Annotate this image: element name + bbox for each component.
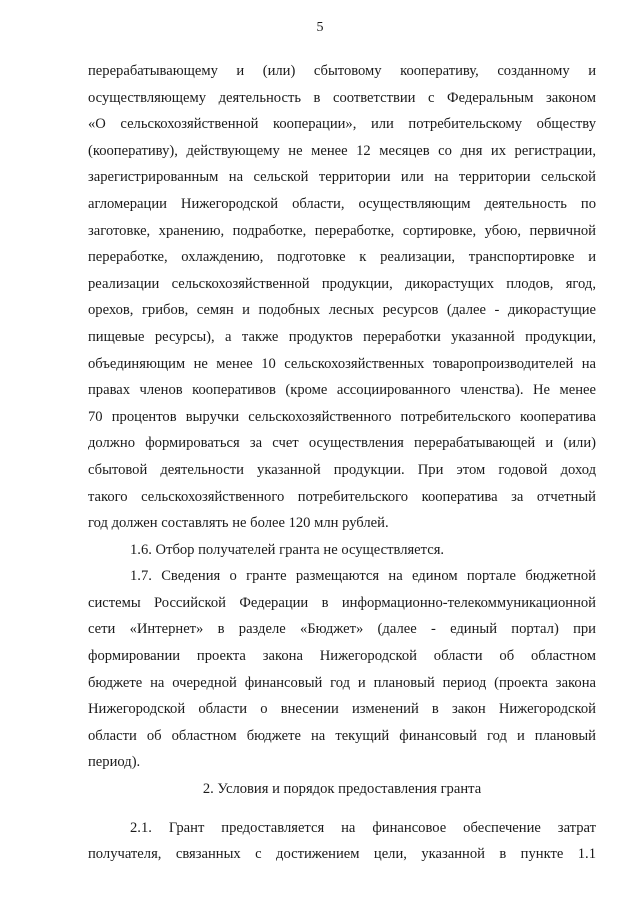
- text-line: сети «Интернет» в разделе «Бюджет» (далее - единый портал) при: [88, 621, 596, 638]
- text-line: заготовке, хранению, подработке, переработке, сортировке, убою, первичной: [88, 222, 596, 239]
- paragraph-1-6: [88, 537, 596, 564]
- paragraph-cooperative-definition: [88, 58, 596, 537]
- text-line: системы Российской Федерации в информационно-телекоммуникационной: [88, 594, 596, 611]
- paragraph-2-1: [88, 815, 596, 868]
- text-line: орехов, грибов, семян и подобных лесных ресурсов (далее - дикорастущие: [88, 302, 596, 319]
- text-line: «О сельскохозяйственной кооперации», или потребительскому обществу: [88, 116, 596, 133]
- text-line: год должен составлять не более 120 млн рублей.: [88, 515, 389, 532]
- text-line: реализации сельскохозяйственной продукции, дикорастущих плодов, ягод,: [88, 275, 596, 292]
- text-line: такого сельскохозяйственного потребительского кооператива за отчетный: [88, 488, 596, 505]
- text-line: 1.6. Отбор получателей гранта не осуществляется.: [130, 541, 445, 558]
- paragraph-1-7: [88, 563, 596, 776]
- text-line: области об областном бюджете на текущий финансовый год и плановый: [88, 727, 596, 744]
- text-line: осуществляющему деятельность в соответствии с Федеральным законом: [88, 89, 596, 106]
- text-line: зарегистрированным на сельской территории или на территории сельской: [88, 169, 596, 186]
- text-line: перерабатывающему и (или) сбытовому кооперативу, созданному и: [88, 63, 596, 79]
- text-line: 70 процентов выручки сельскохозяйственного потребительского кооператива: [88, 408, 596, 425]
- text-line: сбытовой деятельности указанной продукции. При этом годовой доход: [88, 461, 596, 478]
- text-line: пищевые ресурсы), а также продуктов переработки указанной продукции,: [88, 328, 596, 345]
- text-line: правах членов кооперативов (кроме ассоциированного членства). Не менее: [88, 382, 596, 399]
- section-heading: 2. Условия и порядок предоставления гранта: [202, 781, 482, 798]
- text-line: объединяющим не менее 10 сельскохозяйственных товаропроизводителей на: [88, 355, 596, 372]
- text-line: 1.7. Сведения о гранте размещаются на едином портале бюджетной: [130, 568, 596, 585]
- text-line: Нижегородской области о внесении изменений в закон Нижегородской: [88, 701, 596, 718]
- text-line: 2.1. Грант предоставляется на финансовое обеспечение затрат: [130, 819, 596, 836]
- text-line: получателя, связанных с достижением цели, указанной в пункте 1.1: [88, 846, 596, 863]
- text-line: бюджете на очередной финансовый год и плановый период (проекта закона: [88, 674, 596, 691]
- page-number: 5: [316, 20, 324, 35]
- text-line: переработке, охлаждению, подготовке к реализации, транспортировке и: [88, 249, 596, 266]
- text-line: агломерации Нижегородской области, осуществляющим деятельность по: [88, 195, 596, 212]
- document-body: [88, 58, 596, 868]
- text-line: должно формироваться за счет осуществления перерабатывающей и (или): [88, 435, 596, 452]
- text-line: (кооперативу), действующему не менее 12 месяцев со дня их регистрации,: [88, 142, 596, 159]
- text-line: формировании проекта закона Нижегородской области об областном: [88, 648, 596, 665]
- text-line: период).: [88, 754, 141, 771]
